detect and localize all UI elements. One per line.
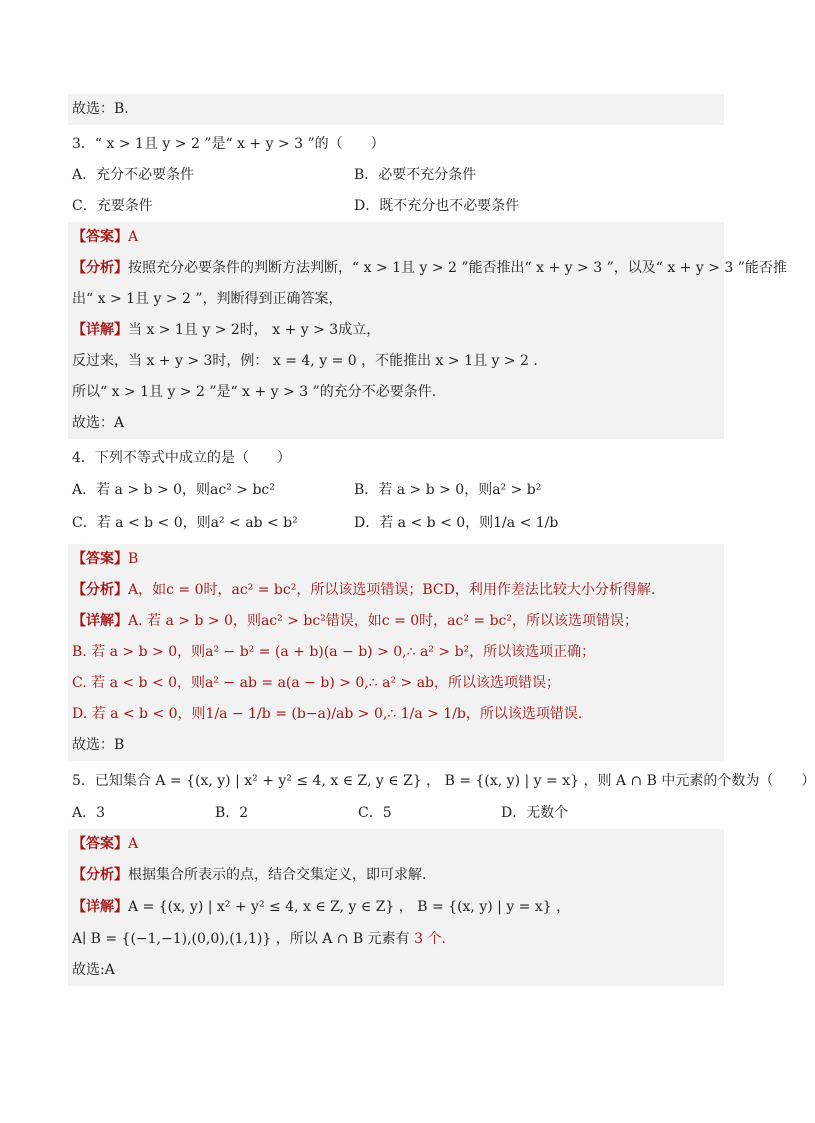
q4-detail-line-2: B. 若 a > b > 0，则a² − b² = (a + b)(a − b) > 0,∴ a² > b²，所以该选项正确； [72, 644, 596, 660]
analysis-text: 根据集合所表示的点，结合交集定义，即可求解. [128, 867, 427, 883]
detail-tag: 【详解】 [72, 613, 128, 629]
q4-solution [68, 544, 724, 761]
analysis-tag: 【分析】 [72, 582, 128, 598]
document-page [68, 94, 815, 986]
q4-conclusion: 故选：B [72, 737, 125, 753]
q5-option-d: D．无数个 [501, 805, 569, 821]
q5-detail-line-2 [68, 924, 724, 955]
analysis-text: 按照充分必要条件的判断方法判断，“ x > 1且 y > 2 ”能否推出“ x + y > 3 ”，以及“ x + y > 3 ”能否推 [128, 260, 787, 276]
q3-detail-line-2: 反过来，当 x + y > 3时，例： x = 4, y = 0 ，不能推出 x > 1且 y > 2 . [72, 353, 538, 369]
q3-option-b: B．必要不充分条件 [354, 167, 477, 183]
detail-count: 3 个. [409, 931, 446, 947]
analysis-tag: 【分析】 [72, 260, 128, 276]
answer-tag: 【答案】 [72, 229, 128, 245]
q5-option-a: A．3 [72, 805, 106, 821]
q4-analysis [68, 575, 724, 606]
q5-conclusion: 故选:A [72, 962, 115, 978]
detail-text: A = {(x, y) | x² + y² ≤ 4, x ∈ Z, y ∈ Z} ， B = {(x, y) | y = x} ， [128, 899, 571, 915]
q3-detail-line-3: 所以“ x > 1且 y > 2 ”是“ x + y > 3 ”的充分不必要条件. [72, 384, 437, 400]
analysis-text: A，如c = 0时，ac² = bc²，所以该选项错误；BCD，利用作差法比较大小分析得解. [128, 582, 656, 598]
detail-text: A. 若 a > b > 0，则ac² > bc²错误，如c = 0时，ac² = bc²，所以该选项错误； [128, 613, 639, 629]
q4-answer [68, 544, 724, 575]
q3-detail-line-1 [68, 315, 724, 346]
answer-tag: 【答案】 [72, 836, 128, 852]
q3-option-c: C．充要条件 [72, 198, 153, 214]
q3-stem: 3．“ x > 1且 y > 2 ”是“ x + y > 3 ”的（ ） [72, 136, 385, 152]
q5-analysis [68, 860, 724, 891]
q3-conclusion: 故选：A [72, 415, 125, 431]
q5-options [68, 798, 724, 829]
answer-value: A [128, 836, 139, 852]
q5-stem: 5．已知集合 A = {(x, y) | x² + y² ≤ 4, x ∈ Z, y ∈ Z} ， B = {(x, y) | y = x} ，则 A ∩ B 中元素的个数为（ ） [72, 773, 815, 789]
q3-solution [68, 222, 787, 439]
prev-conclusion: 故选：B. [68, 94, 724, 125]
detail-math: A∣ B = {(−1,−1),(0,0),(1,1)} ，所以 A ∩ B 元素有 [72, 931, 410, 947]
q3-options-2 [68, 191, 724, 222]
q4-options-2 [68, 507, 724, 540]
q3-options [68, 160, 724, 191]
q4-stem: 4．下列不等式中成立的是（ ） [72, 450, 291, 466]
answer-tag: 【答案】 [72, 551, 128, 567]
q4-option-d: D．若 a < b < 0，则1/a < 1/b [354, 515, 559, 531]
q5-solution [68, 829, 724, 986]
q3-analysis-line-2: 出“ x > 1且 y > 2 ”，判断得到正确答案， [72, 291, 343, 307]
q5-detail-line-1 [68, 891, 724, 924]
q4-option-b: B．若 a > b > 0，则a² > b² [354, 482, 542, 498]
q3-answer [68, 222, 724, 253]
q4-option-c: C．若 a < b < 0，则a² < ab < b² [72, 515, 298, 531]
q4-options [68, 474, 724, 507]
detail-text: 当 x > 1且 y > 2时， x + y > 3成立， [128, 322, 381, 338]
q3-option-d: D．既不充分也不必要条件 [354, 198, 520, 214]
q4-detail-line-3: C. 若 a < b < 0，则a² − ab = a(a − b) > 0,∴ a² > ab，所以该选项错误； [72, 675, 561, 691]
q3-option-a: A．充分不必要条件 [72, 167, 195, 183]
q4-detail-line-1 [68, 606, 724, 637]
detail-tag: 【详解】 [72, 322, 128, 338]
q5-option-c: C．5 [358, 805, 392, 821]
q5-answer [68, 829, 724, 860]
analysis-tag: 【分析】 [72, 867, 128, 883]
q4-option-a: A．若 a > b > 0，则ac² > bc² [72, 482, 275, 498]
detail-tag: 【详解】 [72, 899, 128, 915]
q4-detail-line-4: D. 若 a < b < 0，则1/a − 1/b = (b−a)/ab > 0,∴ 1/a > 1/b，所以该选项错误. [72, 706, 583, 722]
answer-value: B [128, 551, 139, 567]
answer-value: A [128, 229, 139, 245]
q3-analysis-line-1 [68, 253, 787, 284]
q5-option-b: B．2 [215, 805, 249, 821]
